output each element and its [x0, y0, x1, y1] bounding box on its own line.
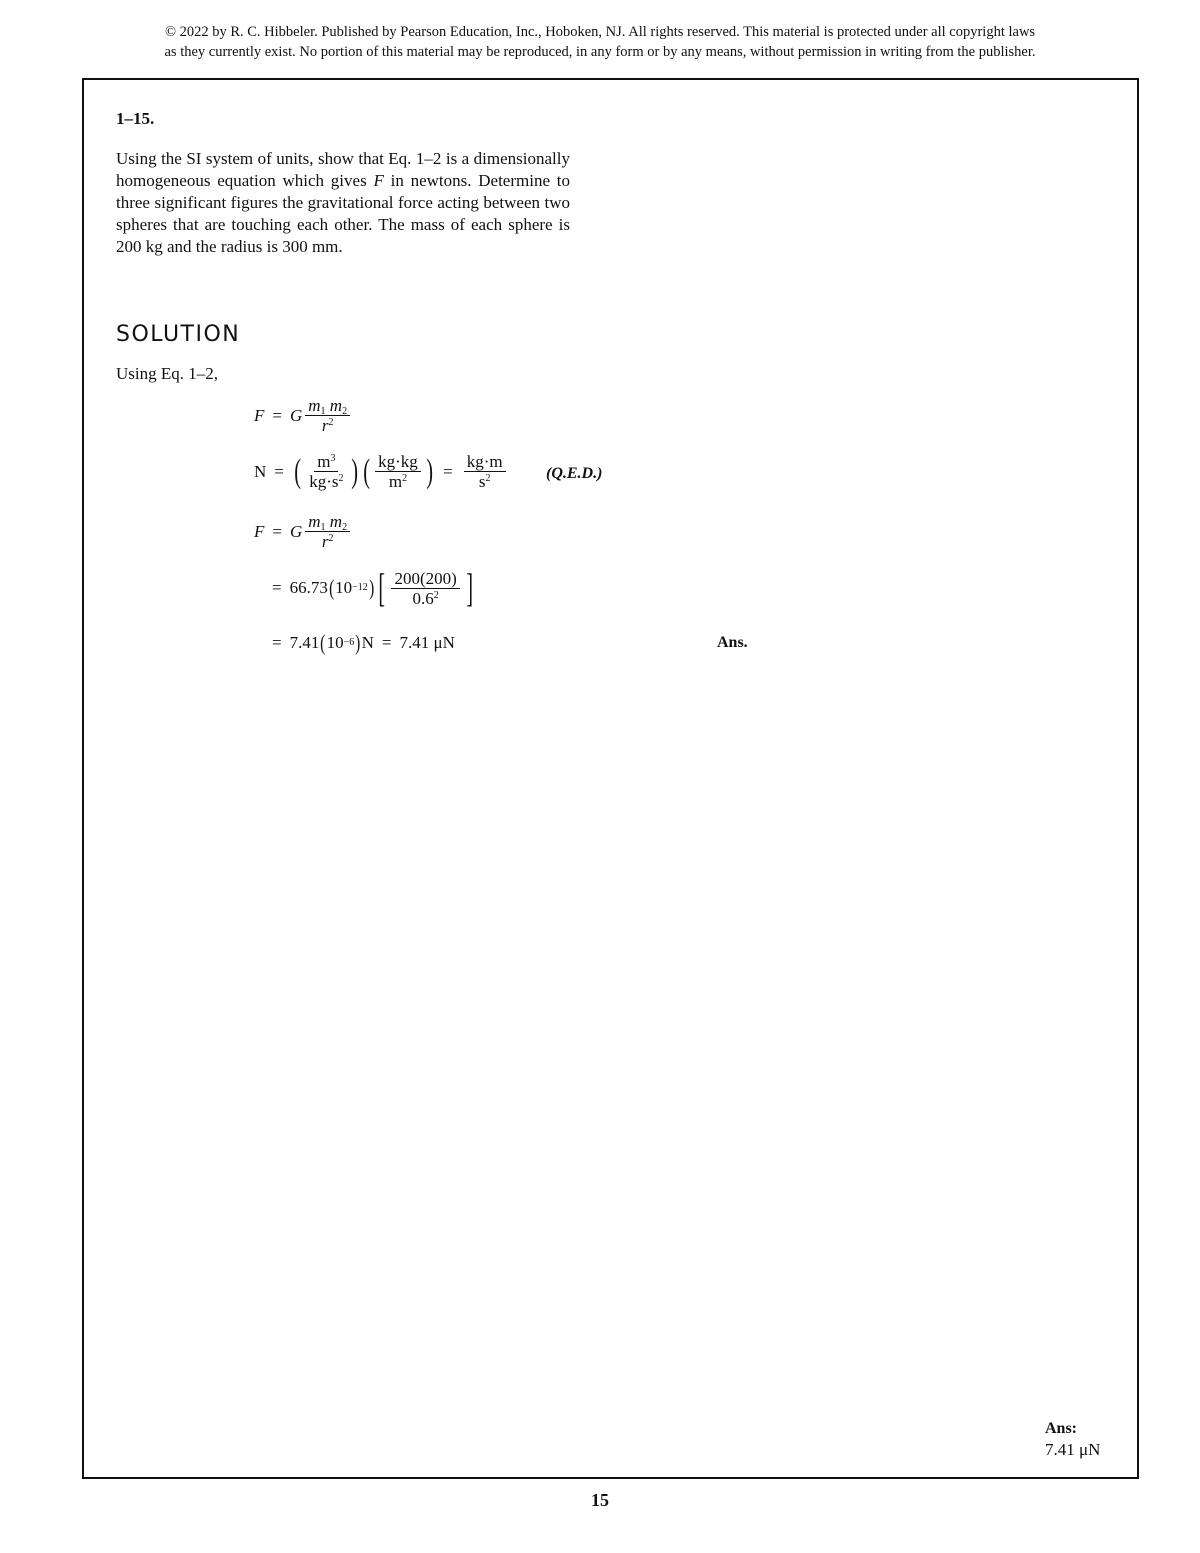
eq2-f3-num: kg·m	[466, 452, 503, 471]
qed-label: (Q.E.D.)	[546, 465, 603, 482]
eq1-sub2: 2	[342, 406, 348, 417]
eq4-coef: 66.73	[289, 578, 328, 597]
eq2-f2-den: m	[388, 472, 403, 491]
copyright-line-2: as they currently exist. No portion of this material may be reproduced, in any form or by any means, without permission in writing from the publisher.	[164, 44, 1036, 60]
eq1-m2: m	[329, 396, 343, 415]
eq1-r-exp: 2	[328, 417, 334, 428]
eq2-f1-num-exp: 3	[330, 453, 336, 464]
eq2-fraction-1	[306, 452, 346, 491]
equation-5: = 7.41 ( 10 −6 ) N = 7.41 μN	[272, 630, 455, 655]
eq3-equals: =	[272, 521, 282, 541]
copyright-line-1: © 2022 by R. C. Hibbeler. Published by Pearson Education, Inc., Hoboken, NJ. All rights reserved. This material is protected under all copyright laws	[164, 24, 1036, 40]
eq3-r-exp: 2	[328, 533, 334, 544]
answer-box-value: 7.41 μN	[1045, 1440, 1101, 1459]
eq1-m1: m	[308, 396, 321, 415]
eq3-r: r	[321, 532, 329, 551]
eq2-lhs: N	[254, 461, 267, 481]
answer-box-label: Ans:	[1045, 1420, 1078, 1437]
page-number: 15	[591, 1490, 609, 1510]
eq1-fraction	[305, 396, 350, 435]
eq4-pow-base: 10	[335, 578, 353, 597]
eq3-fraction	[305, 512, 350, 551]
eq2-f3-den-exp: 2	[485, 473, 491, 484]
eq2-fraction-3	[464, 452, 506, 491]
solution-heading: SOLUTION	[116, 322, 241, 347]
eq1-g: G	[289, 405, 303, 425]
eq5-coef: 7.41	[289, 633, 320, 652]
equation-2: N = ( $\frac{m^3}{kg\cdot s^2}$ ) ( $\frac{kg\cdot kg}{m^2}$ ) = $\frac{kg\cdot m}{s^2}$	[254, 452, 509, 491]
eq2-f1-num: m	[317, 452, 331, 471]
eq2-fraction-2	[375, 452, 421, 491]
eq3-sub2: 2	[342, 522, 348, 533]
eq4-num: 200(200)	[394, 568, 457, 588]
answer-label-inline: Ans.	[717, 634, 748, 651]
equation-3	[254, 512, 353, 551]
eq2-f2-num: kg·kg	[378, 452, 418, 471]
eq5-pow-base: 10	[326, 633, 344, 652]
eq1-r: r	[321, 416, 329, 435]
eq5-result: 7.41 μN	[399, 633, 455, 652]
eq5-equals: =	[272, 633, 282, 652]
statement-text-1: Using the SI system of units, show that Eq. 1–2 is a dimensionally homogeneous equation which gives	[116, 149, 570, 190]
eq1-sub1: 1	[320, 406, 326, 417]
eq3-lhs: F	[254, 521, 265, 541]
eq5-unit: N	[361, 633, 374, 652]
eq1-lhs: F	[254, 405, 265, 425]
statement-variable-f: F	[373, 171, 384, 190]
eq5-equals-2: =	[381, 633, 392, 652]
eq3-g: G	[289, 521, 303, 541]
problem-number: 1–15.	[116, 109, 155, 128]
eq4-equals: =	[272, 578, 282, 597]
eq3-m2: m	[329, 512, 343, 531]
solution-frame	[82, 78, 1139, 1479]
eq4-fraction	[391, 569, 459, 608]
eq4-den-exp: 2	[433, 589, 439, 601]
eq1-equals: =	[272, 405, 282, 425]
eq2-f1-den: kg·s	[309, 472, 339, 491]
equation-1	[254, 396, 353, 435]
statement-text-2: in newtons. Determine to three significant figures the gravitational force acting between two spheres that are touching each other. The mass of each sphere is 200 kg and the radius is 300 mm.	[116, 171, 570, 256]
eq2-f3-den: s	[478, 472, 486, 491]
equation-4: = 66.73 ( 10 −12 ) [ $\frac{200(200)}{0.6^2}$ ]	[272, 565, 473, 610]
eq3-sub1: 1	[320, 522, 326, 533]
copyright-notice	[60, 22, 1140, 62]
eq2-equals: =	[274, 461, 284, 481]
problem-statement	[116, 148, 570, 258]
eq2-f1-den-exp: 2	[338, 473, 344, 484]
eq3-m1: m	[308, 512, 321, 531]
eq2-equals-2: =	[443, 461, 453, 481]
solution-intro: Using Eq. 1–2,	[116, 364, 218, 383]
eq2-f2-den-exp: 2	[402, 473, 408, 484]
eq4-den: 0.6	[412, 588, 434, 608]
